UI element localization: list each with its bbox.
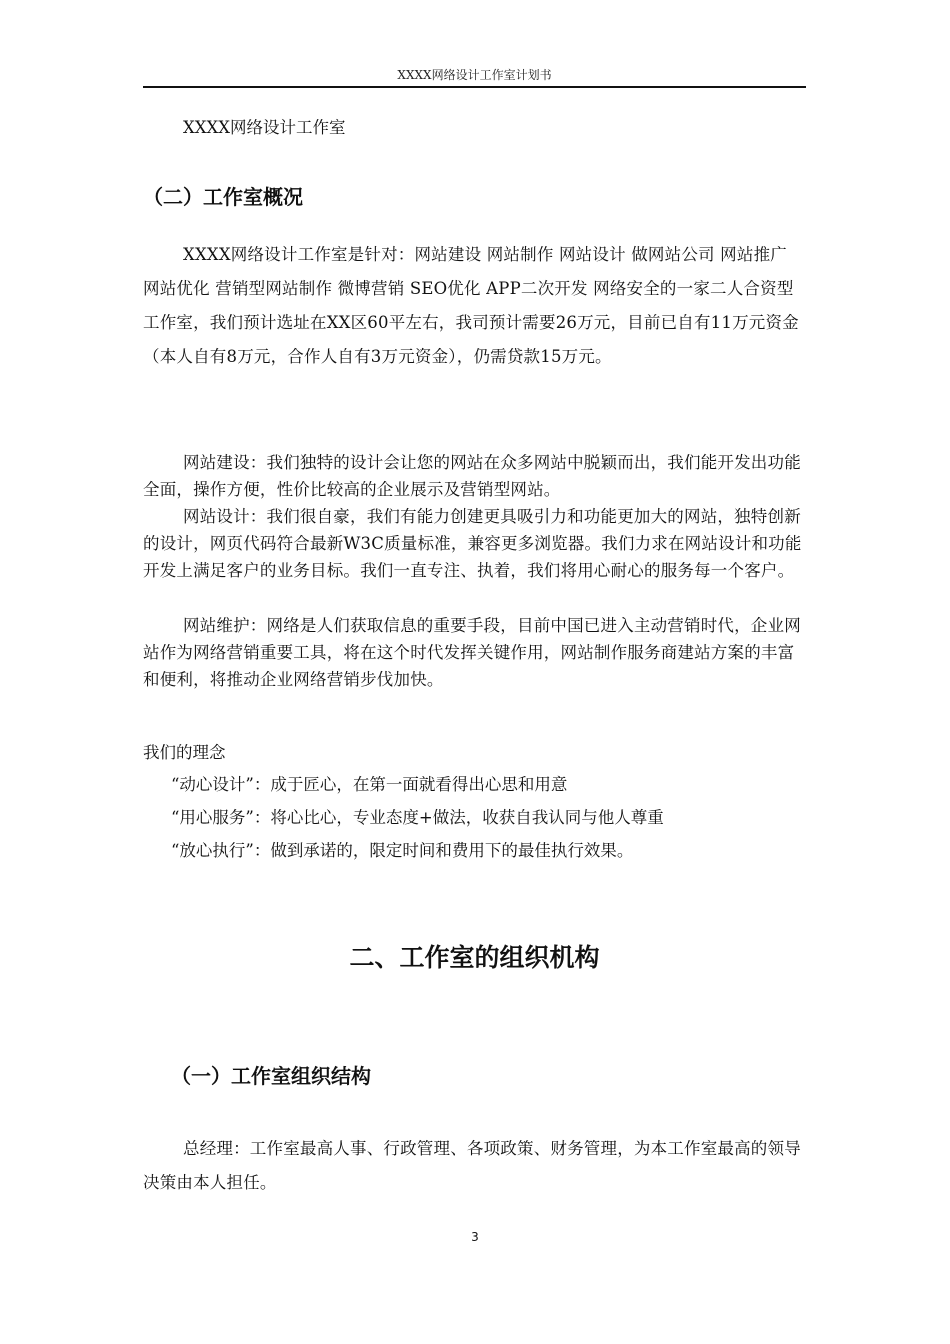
page-number: 3 bbox=[471, 1230, 479, 1244]
service-paragraph-website-maintenance: 网站维护：网络是人们获取信息的重要手段，目前中国已进入主动营销时代，企业网站作为网络营销重要工具，将在这个时代发挥关键作用，网站制作服务商建站方案的丰富和便利，将推动企业网络营销步伐加快。 bbox=[143, 616, 801, 689]
philosophy-item: “用心服务”：将心比心，专业态度+做法，收获自我认同与他人尊重 bbox=[171, 808, 664, 827]
header-divider bbox=[143, 86, 806, 88]
service-paragraph-website-building: 网站建设：我们独特的设计会让您的网站在众多网站中脱颖而出，我们能开发出功能全面，操作方便，性价比较高的企业展示及营销型网站。 bbox=[143, 453, 801, 499]
chapter-heading: 二、工作室的组织机构 bbox=[349, 943, 600, 972]
philosophy-item: “放心执行”：做到承诺的，限定时间和费用下的最佳执行效果。 bbox=[171, 841, 634, 860]
overview-paragraph: XXXX网络设计工作室是针对：网站建设 网站制作 网站设计 做网站公司 网站推广 网站优化 营销型网站制作 微博营销 SEO优化 APP二次开发 网络安全的一家二人合资型工作室，我们预计选址在XX区60平左右，我司预计需要26万元，目前已自有11万元资金（本人自有8万元，合作人自有3万元资金），仍需贷款15万元。 bbox=[143, 245, 799, 366]
subsection-heading-org-structure: （一）工作室组织结构 bbox=[171, 1064, 371, 1088]
philosophy-title: 我们的理念 bbox=[143, 743, 226, 762]
philosophy-item: “动心设计”：成于匠心，在第一面就看得出心思和用意 bbox=[171, 775, 568, 794]
running-header: XXXX网络设计工作室计划书 bbox=[397, 68, 552, 82]
philosophy-list bbox=[143, 768, 806, 867]
service-paragraph-website-design: 网站设计：我们很自豪，我们有能力创建更具吸引力和功能更加大的网站，独特创新的设计，网页代码符合最新W3C质量标准，兼容更多浏览器。我们力求在网站设计和功能开发上满足客户的业务目标。我们一直专注、执着，我们将用心耐心的服务每一个客户。 bbox=[143, 507, 802, 580]
studio-name: XXXX网络设计工作室 bbox=[183, 118, 346, 137]
section-heading-overview: （二）工作室概况 bbox=[143, 185, 303, 209]
general-manager-paragraph: 总经理：工作室最高人事、行政管理、各项政策、财务管理，为本工作室最高的领导决策由本人担任。 bbox=[143, 1139, 801, 1192]
